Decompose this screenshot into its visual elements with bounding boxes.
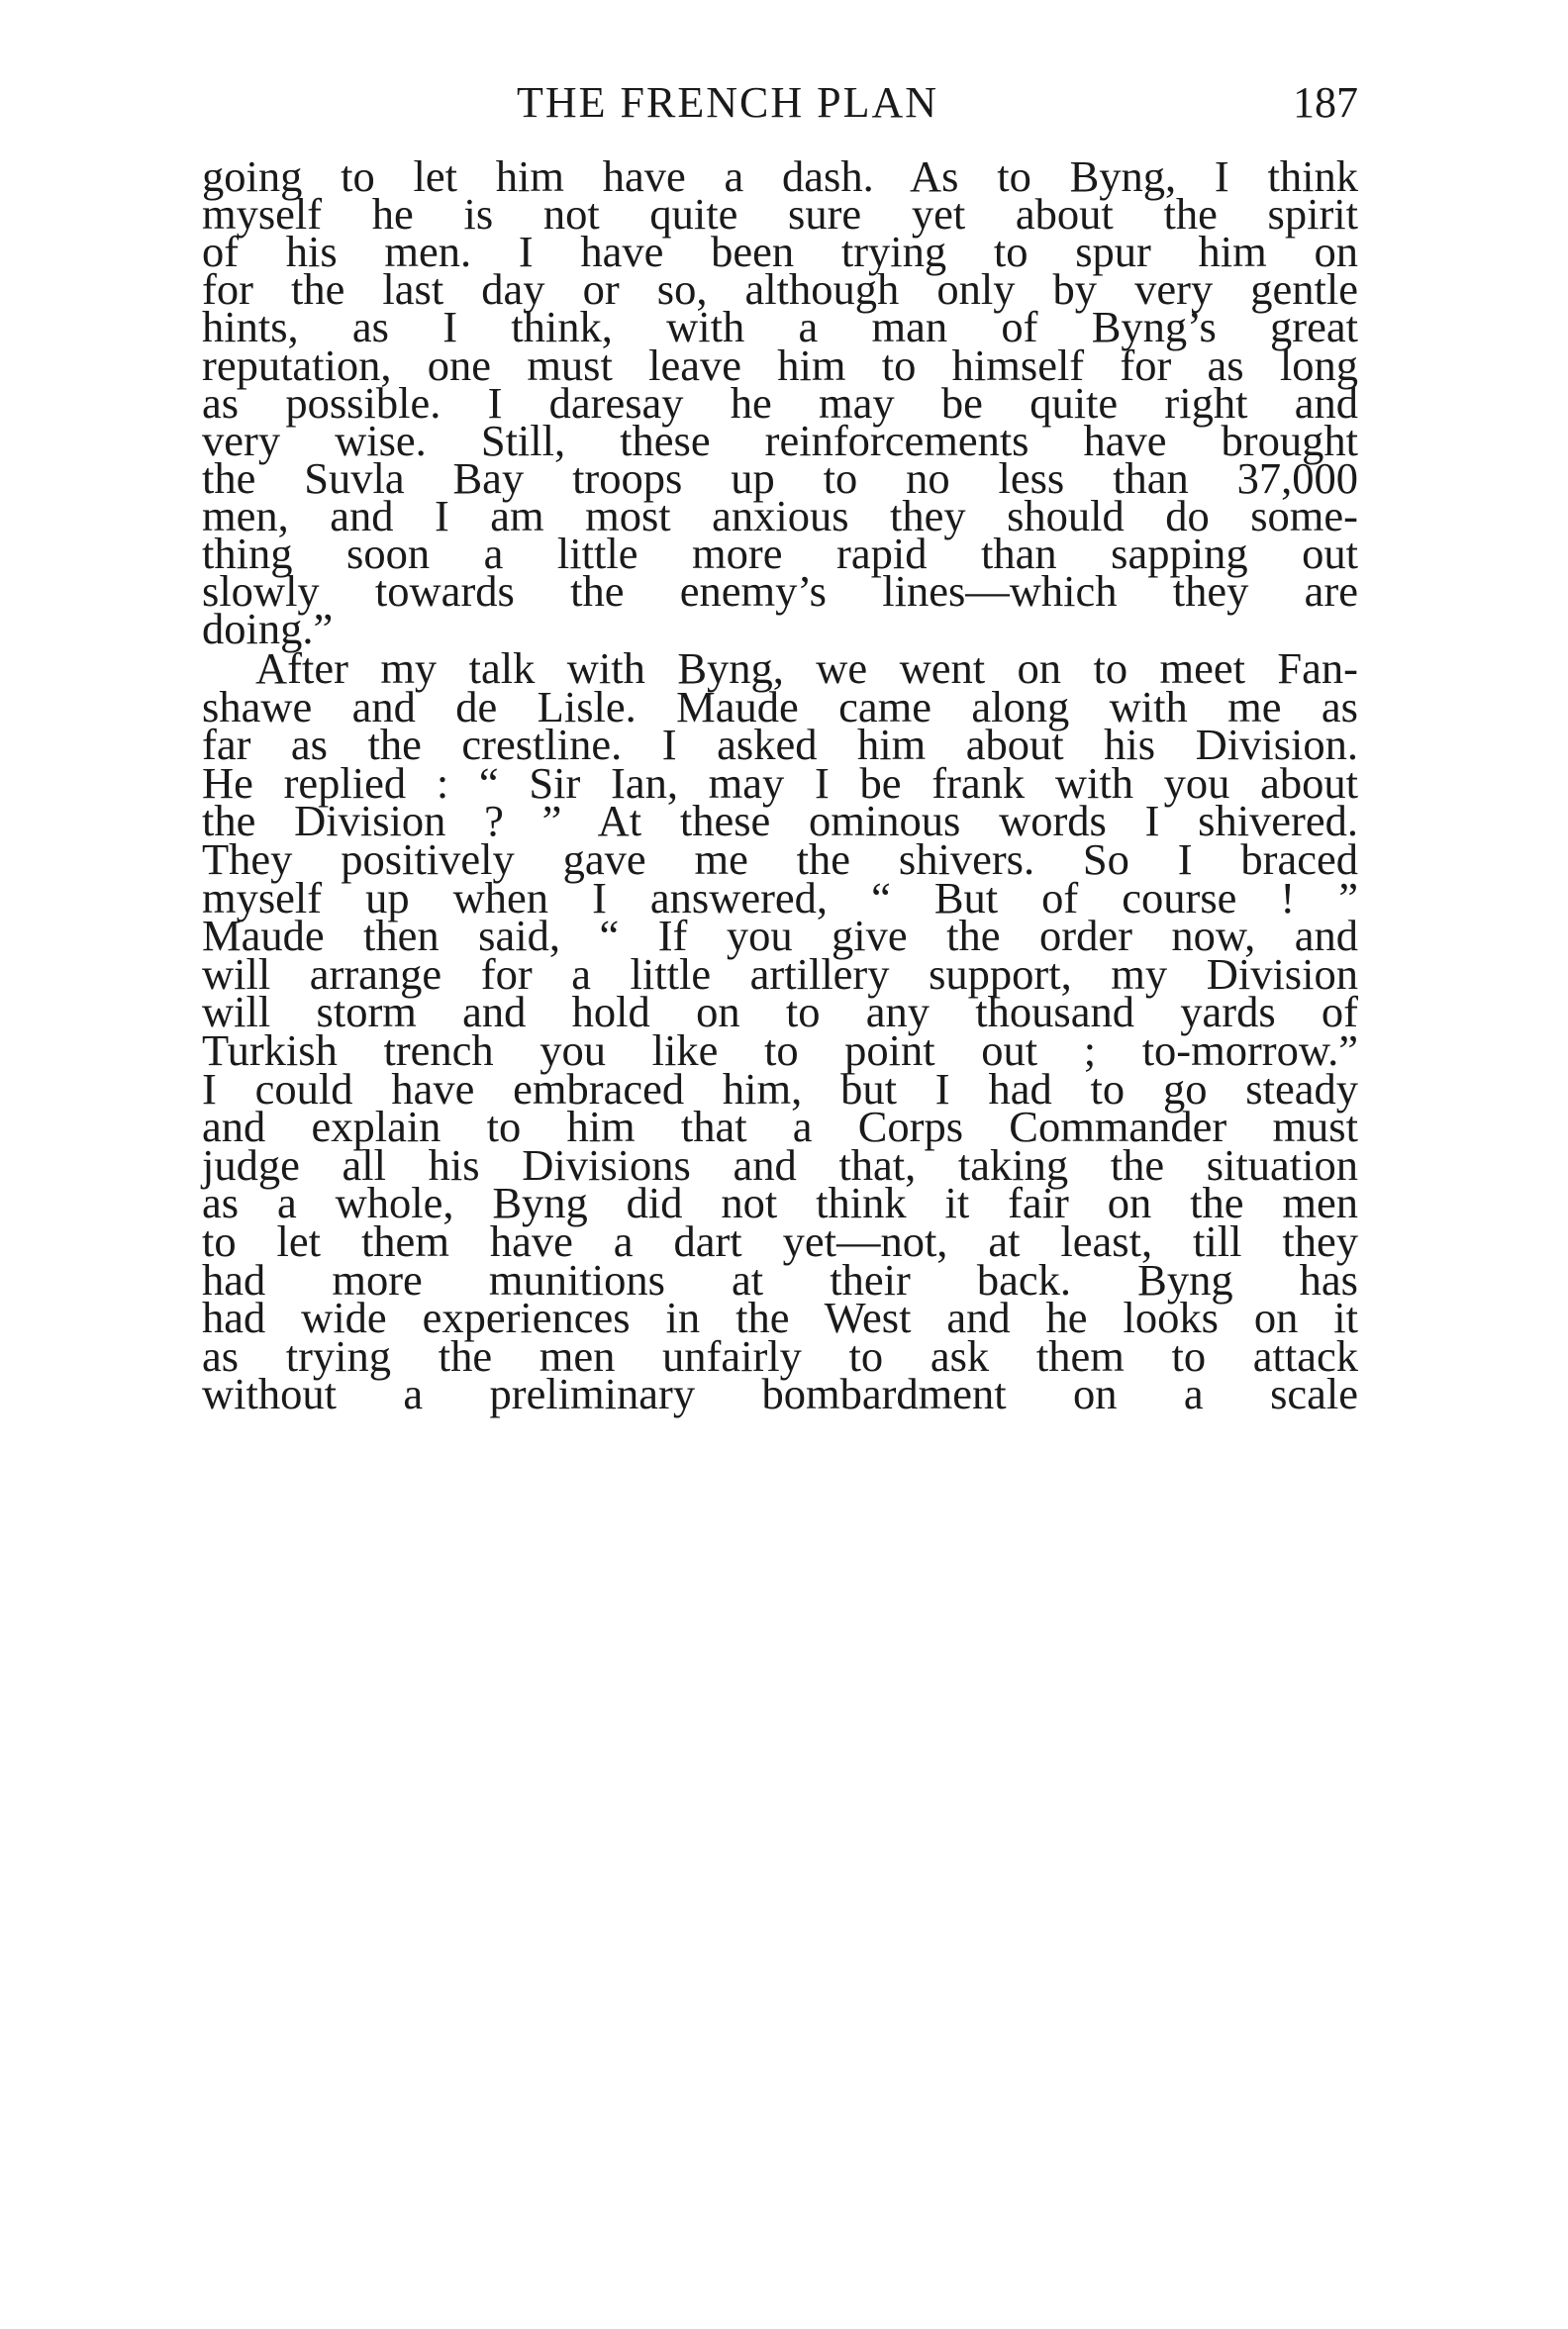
text-line: shawe and de Lisle. Maude came along with me as: [202, 681, 1358, 731]
text-line: will arrange for a little artillery support, my Division: [202, 948, 1358, 999]
running-head: [202, 77, 1358, 137]
text-line: as a whole, Byng did not think it fair on the men: [202, 1178, 1358, 1228]
text-line: and explain to him that a Corps Commander must: [202, 1102, 1358, 1152]
text-line: doing.”: [202, 604, 334, 654]
text-line: as possible. I daresay he may be quite right and: [202, 377, 1358, 428]
text-line: myself up when I answered, “ But of course ! ”: [202, 872, 1358, 922]
text-line: They positively gave me the shivers. So I braced: [202, 834, 1358, 884]
text-line: for the last day or so, although only by very gentle: [202, 264, 1358, 315]
text-line: slowly towards the enemy’s lines—which they are: [202, 566, 1358, 617]
text-line: Maude then said, “ If you give the order now, and: [202, 911, 1358, 961]
text-line: myself he is not quite sure yet about the spirit: [202, 189, 1358, 240]
text-line: far as the crestline. I asked him about his Division.: [202, 720, 1358, 770]
page-number: 187: [1293, 78, 1358, 127]
text-line: I could have embraced him, but I had to go steady: [202, 1063, 1358, 1114]
text-line: men, and I am most anxious they should do some-: [202, 490, 1358, 540]
text-line: to let them have a dart yet—not, at least, till they: [202, 1216, 1358, 1266]
text-line: the Division ? ” At these ominous words I shivered.: [202, 796, 1358, 846]
text-line: very wise. Still, these reinforcements have brought: [202, 415, 1358, 465]
text-line: the Suvla Bay troops up to no less than 37,000: [202, 452, 1358, 503]
text-line: had wide experiences in the West and he looks on it: [202, 1293, 1358, 1343]
text-line: reputation, one must leave him to himself for as long: [202, 340, 1358, 390]
text-line: will storm and hold on to any thousand yards of: [202, 987, 1358, 1037]
text-line: of his men. I have been trying to spur him on: [202, 227, 1358, 277]
text-line: Turkish trench you like to point out ; to-morrow.”: [202, 1025, 1358, 1075]
running-title: THE FRENCH PLAN: [517, 78, 939, 127]
text-line: He replied : “ Sir Ian, may I be frank with you about: [202, 757, 1358, 808]
text-line: going to let him have a dash. As to Byng, I think: [202, 151, 1358, 201]
text-line: without a preliminary bombardment on a scale: [202, 1369, 1358, 1419]
text-line: After my talk with Byng, we went on to meet Fan-: [255, 643, 1358, 693]
text-line: hints, as I think, with a man of Byng’s great: [202, 302, 1358, 352]
text-line: had more munitions at their back. Byng has: [202, 1254, 1358, 1305]
text-line: judge all his Divisions and that, taking the situation: [202, 1139, 1358, 1190]
text-line: thing soon a little more rapid than sapping out: [202, 529, 1358, 578]
text-line: as trying the men unfairly to ask them to attack: [202, 1330, 1358, 1381]
